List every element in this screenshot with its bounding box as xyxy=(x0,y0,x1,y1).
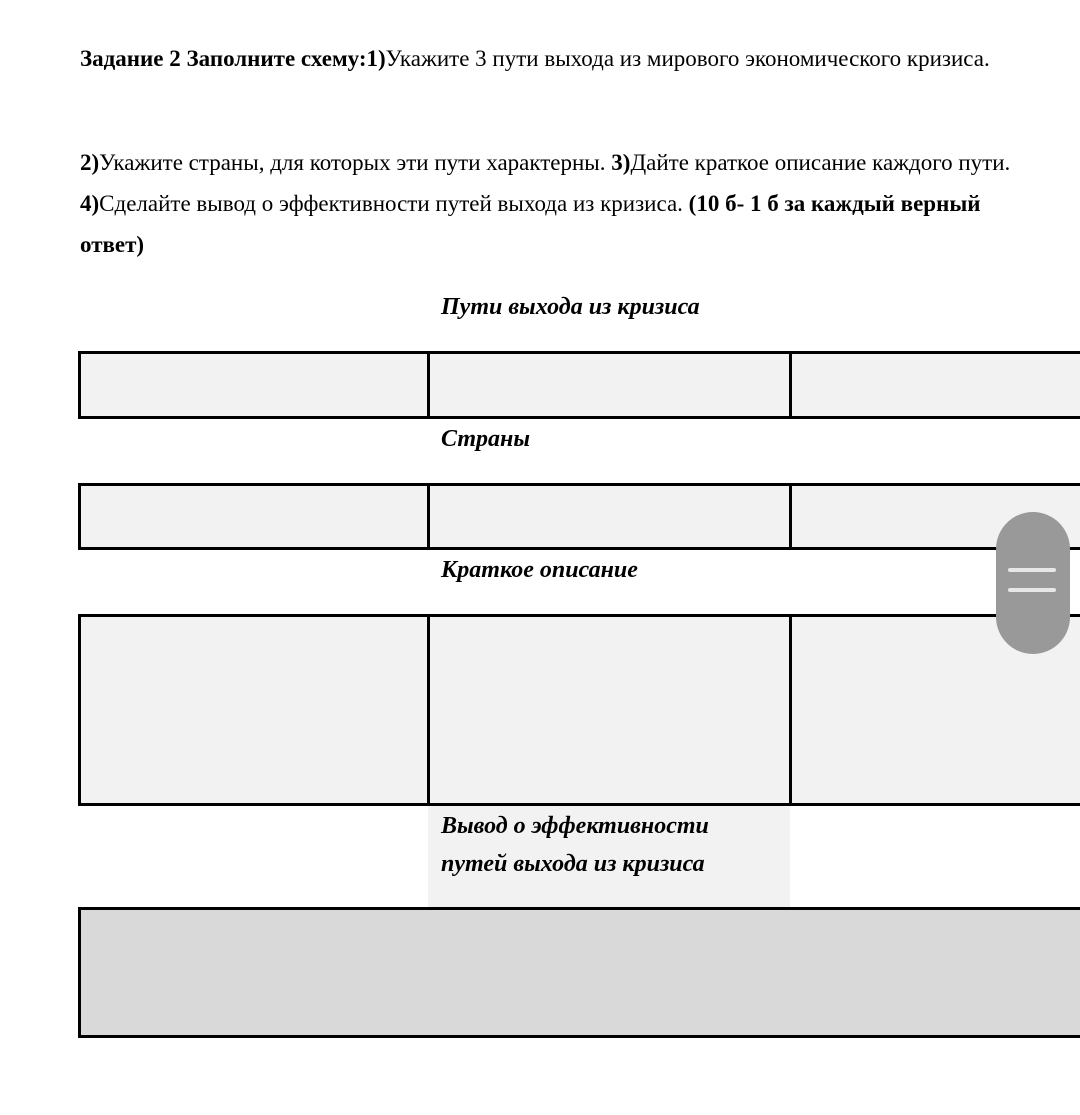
conclusion-box[interactable] xyxy=(78,907,1080,1038)
scroll-handle[interactable] xyxy=(996,512,1070,654)
task-heading: Задание 2 Заполните схему:1) xyxy=(80,46,386,71)
task-item-4-text: Сделайте вывод о эффективности путей выхода из кризиса. xyxy=(99,191,689,216)
way-cell-2[interactable] xyxy=(427,351,793,419)
ways-caption: Пути выхода из кризиса xyxy=(441,294,700,320)
task-item-3-text: Дайте краткое описание каждого пути. xyxy=(630,150,1011,175)
description-caption: Краткое описание xyxy=(441,557,638,583)
way-cell-3[interactable] xyxy=(789,351,1080,419)
task-score-note: (10 б- 1 б за каждый верный ответ) xyxy=(80,191,981,257)
task-paragraph-2 xyxy=(80,142,1020,265)
country-cell-2[interactable] xyxy=(427,483,793,550)
task-paragraph-1 xyxy=(80,38,1020,79)
handle-grip-icon xyxy=(1008,588,1056,592)
task-item-4-number: 4) xyxy=(80,191,100,216)
way-cell-1[interactable] xyxy=(78,351,430,419)
handle-grip-icon xyxy=(1008,568,1056,572)
countries-caption: Страны xyxy=(441,426,530,452)
task-item-1-text: Укажите 3 пути выхода из мирового экономического кризиса. xyxy=(385,46,990,71)
task-item-3-number: 3) xyxy=(611,150,631,175)
task-item-2-number: 2) xyxy=(80,150,100,175)
task-item-2-text: Укажите страны, для которых эти пути характерны. xyxy=(99,150,612,175)
description-cell-1[interactable] xyxy=(78,614,430,806)
conclusion-caption-line-1: Вывод о эффективности xyxy=(441,813,709,839)
country-cell-1[interactable] xyxy=(78,483,430,550)
conclusion-caption-line-2: путей выхода из кризиса xyxy=(441,851,705,877)
description-cell-2[interactable] xyxy=(427,614,793,806)
